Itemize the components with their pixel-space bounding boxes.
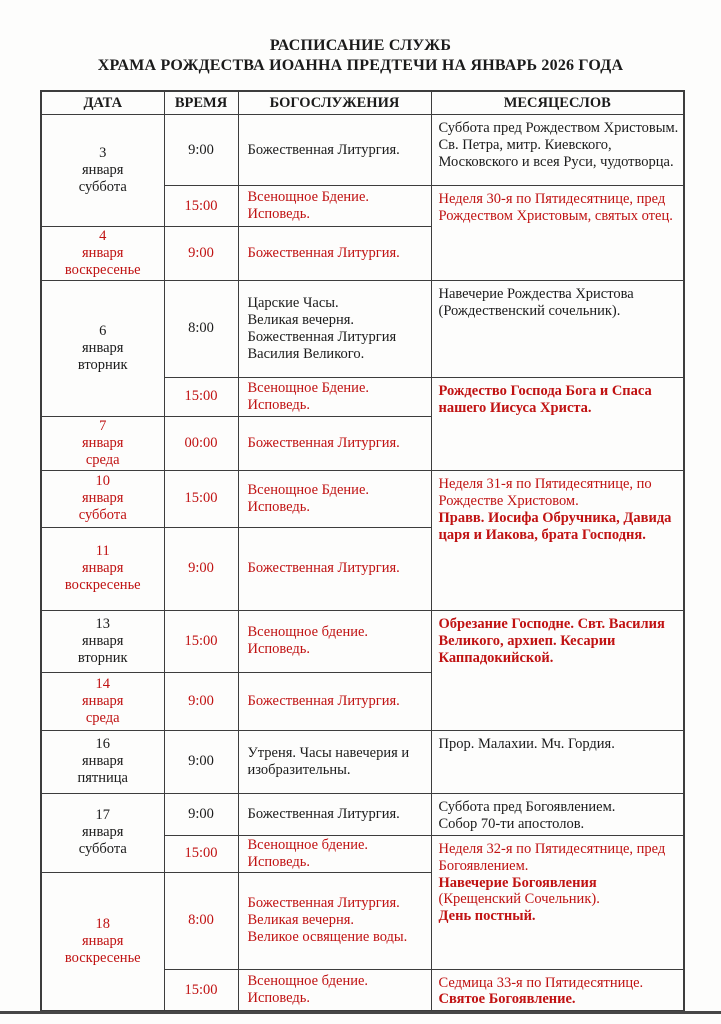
menology-segment: (Крещенский Сочельник). bbox=[438, 891, 600, 908]
time-text: 8:00 bbox=[188, 912, 214, 929]
date-line: 11 bbox=[95, 543, 110, 560]
date-cell bbox=[41, 115, 164, 227]
service-line: Всенощное Бдение. bbox=[247, 189, 370, 206]
date-cell bbox=[41, 416, 164, 470]
date-cell bbox=[41, 793, 164, 872]
page-bottom-edge bbox=[0, 1011, 721, 1014]
menology-segment: Суббота пред Рождеством Христовым. Св. Петра, митр. Киевского, Московского и всея Руси, чудотворца. bbox=[438, 120, 679, 170]
service-cell bbox=[238, 227, 431, 281]
service-line: Божественная Литургия. bbox=[247, 692, 400, 709]
menology-segment: Святое Богоявление. bbox=[438, 991, 576, 1008]
date-line: воскресенье bbox=[64, 261, 141, 278]
service-cell bbox=[238, 872, 431, 969]
date-cell bbox=[41, 470, 164, 527]
service-cell bbox=[238, 793, 431, 835]
table-row bbox=[41, 470, 684, 527]
date-cell bbox=[41, 280, 164, 416]
service-cell bbox=[238, 115, 431, 186]
service-line: изобразительны. bbox=[247, 761, 351, 778]
date-line: 18 bbox=[95, 916, 110, 933]
service-line: Божественная Литургия. bbox=[247, 560, 400, 577]
menology-segment: Неделя 30-я по Пятидесятнице, пред Рождеством Христовым, святых отец. bbox=[438, 191, 673, 224]
time-text: 15:00 bbox=[184, 490, 218, 507]
service-line: Божественная Литургия. bbox=[247, 434, 400, 451]
date-line: воскресенье bbox=[64, 577, 141, 594]
service-line: Великое освящение воды. bbox=[247, 929, 408, 945]
table-row bbox=[41, 115, 684, 186]
service-line: Василия Великого. bbox=[247, 345, 365, 362]
schedule-table-head bbox=[41, 91, 684, 115]
service-line: Исповедь. bbox=[247, 498, 311, 515]
time-text: 15:00 bbox=[184, 197, 218, 214]
service-cell bbox=[238, 610, 431, 672]
date-line: 6 bbox=[99, 322, 107, 339]
date-line: суббота bbox=[78, 178, 127, 195]
table-row bbox=[41, 730, 684, 793]
service-line: Божественная Литургия bbox=[247, 328, 397, 345]
date-line: января bbox=[82, 692, 124, 709]
menology-cell bbox=[431, 470, 684, 610]
menology-cell bbox=[431, 377, 684, 470]
date-line: января bbox=[82, 824, 124, 841]
menology-segment: День постный. bbox=[438, 908, 536, 925]
service-line: Великая вечерня. bbox=[247, 912, 355, 929]
date-cell bbox=[41, 730, 164, 793]
service-line: Исповедь. bbox=[247, 641, 311, 658]
date-cell bbox=[41, 872, 164, 1011]
menology-segment: Обрезание Господне. Свт. Василия Великого, архиеп. Кесарии Каппадокийской. bbox=[438, 615, 665, 666]
time-text: 15:00 bbox=[184, 981, 218, 998]
page-title bbox=[0, 36, 721, 75]
time-text: 8:00 bbox=[188, 320, 214, 337]
service-line: Божественная Литургия. bbox=[247, 244, 400, 261]
date-line: января bbox=[82, 339, 124, 356]
service-line: Утреня. Часы навечерия и bbox=[247, 744, 410, 761]
date-cell bbox=[41, 527, 164, 610]
time-cell bbox=[164, 672, 238, 730]
time-text: 9:00 bbox=[188, 805, 214, 822]
service-line: Исповедь. bbox=[247, 853, 311, 870]
time-text: 9:00 bbox=[188, 244, 214, 261]
menology-segment: Суббота пред Богоявлением. bbox=[438, 798, 616, 815]
time-cell bbox=[164, 280, 238, 377]
menology-segment: Правв. Иосифа Обручника, Давида царя и Иакова, брата Господня. bbox=[438, 509, 672, 543]
time-cell bbox=[164, 730, 238, 793]
table-row bbox=[41, 793, 684, 835]
date-line: 3 bbox=[99, 145, 107, 162]
service-line: Божественная Литургия. bbox=[247, 141, 400, 158]
service-line: Великая вечерня. bbox=[247, 311, 355, 328]
date-line: 7 bbox=[99, 417, 107, 434]
date-line: суббота bbox=[78, 841, 127, 858]
date-line: воскресенье bbox=[64, 949, 141, 966]
time-cell bbox=[164, 186, 238, 227]
service-cell bbox=[238, 377, 431, 416]
date-line: среда bbox=[85, 451, 120, 468]
time-text: 15:00 bbox=[184, 845, 218, 862]
date-line: пятница bbox=[77, 770, 128, 787]
menology-cell bbox=[431, 280, 684, 377]
service-cell bbox=[238, 280, 431, 377]
date-line: 14 bbox=[95, 675, 110, 692]
menology-cell bbox=[431, 730, 684, 793]
date-line: 10 bbox=[95, 473, 110, 490]
time-cell bbox=[164, 227, 238, 281]
date-line: января bbox=[82, 560, 124, 577]
service-cell bbox=[238, 969, 431, 1011]
time-cell bbox=[164, 527, 238, 610]
page-title-line2: ХРАМА РОЖДЕСТВА ИОАННА ПРЕДТЕЧИ НА ЯНВАРЬ 2026 ГОДА bbox=[97, 56, 624, 74]
table-header-row bbox=[41, 91, 684, 115]
date-line: января bbox=[82, 162, 124, 179]
service-cell bbox=[238, 186, 431, 227]
service-line: Всенощное Бдение. bbox=[247, 481, 370, 498]
service-line: Божественная Литургия. bbox=[247, 895, 400, 912]
time-cell bbox=[164, 377, 238, 416]
service-cell bbox=[238, 470, 431, 527]
time-cell bbox=[164, 470, 238, 527]
service-line: Исповедь. bbox=[247, 206, 311, 222]
date-line: 17 bbox=[95, 807, 110, 824]
service-line: Всенощное бдение. bbox=[247, 973, 369, 990]
menology-cell bbox=[431, 835, 684, 969]
date-line: 16 bbox=[95, 736, 110, 753]
date-line: суббота bbox=[78, 507, 127, 524]
time-cell bbox=[164, 872, 238, 969]
time-cell bbox=[164, 610, 238, 672]
menology-cell bbox=[431, 610, 684, 730]
service-cell bbox=[238, 672, 431, 730]
menology-segment: Рождество Господа Бога и Спаса нашего Иисуса Христа. bbox=[438, 382, 652, 416]
time-cell bbox=[164, 969, 238, 1011]
service-cell bbox=[238, 730, 431, 793]
service-line: Всенощное Бдение. bbox=[247, 379, 370, 396]
date-line: вторник bbox=[77, 356, 128, 373]
time-cell bbox=[164, 416, 238, 470]
time-cell bbox=[164, 793, 238, 835]
date-line: января bbox=[82, 244, 124, 261]
time-text: 9:00 bbox=[188, 753, 214, 770]
schedule-table bbox=[40, 90, 685, 1012]
date-line: вторник bbox=[77, 649, 128, 666]
menology-segment: Собор 70-ти апостолов. bbox=[438, 815, 585, 832]
date-line: января bbox=[82, 753, 124, 770]
date-cell bbox=[41, 227, 164, 281]
menology-cell bbox=[431, 186, 684, 281]
menology-cell bbox=[431, 969, 684, 1011]
header-cell: БОГОСЛУЖЕНИЯ bbox=[238, 91, 431, 115]
service-line: Всенощное бдение. bbox=[247, 624, 369, 641]
menology-segment: Неделя 32-я по Пятидесятнице, пред Богоявлением. bbox=[438, 840, 666, 874]
menology-cell bbox=[431, 115, 684, 186]
schedule-table-body bbox=[41, 115, 684, 1012]
date-line: января bbox=[82, 490, 124, 507]
date-cell bbox=[41, 672, 164, 730]
date-line: 13 bbox=[95, 615, 110, 632]
time-text: 9:00 bbox=[188, 141, 214, 158]
service-line: Всенощное бдение. bbox=[247, 836, 369, 853]
menology-segment: Прор. Малахии. Мч. Гордия. bbox=[438, 735, 615, 752]
service-cell bbox=[238, 527, 431, 610]
service-line: Исповедь. bbox=[247, 989, 311, 1006]
menology-segment: Седмица 33-я по Пятидесятнице. bbox=[438, 974, 644, 991]
page-title-line1: РАСПИСАНИЕ СЛУЖБ bbox=[269, 37, 452, 54]
date-line: января bbox=[82, 933, 124, 949]
service-cell bbox=[238, 416, 431, 470]
date-line: среда bbox=[85, 709, 120, 726]
date-line: 4 bbox=[99, 228, 107, 244]
menology-cell bbox=[431, 793, 684, 835]
menology-segment: Неделя 31-я по Пятидесятнице, по Рождестве Христовом. bbox=[438, 475, 652, 509]
menology-segment: Навечерие Богоявления bbox=[438, 874, 597, 891]
time-cell bbox=[164, 835, 238, 872]
service-line: Царские Часы. bbox=[247, 294, 339, 311]
menology-segment: Навечерие Рождества Христова (Рождественский сочельник). bbox=[438, 285, 634, 319]
service-line: Исповедь. bbox=[247, 396, 311, 413]
time-text: 9:00 bbox=[188, 692, 214, 709]
header-cell: ВРЕМЯ bbox=[164, 91, 238, 115]
time-text: 15:00 bbox=[184, 388, 218, 405]
time-text: 9:00 bbox=[188, 560, 214, 577]
header-cell: МЕСЯЦЕСЛОВ bbox=[431, 91, 684, 115]
service-line: Божественная Литургия. bbox=[247, 805, 400, 822]
table-row bbox=[41, 280, 684, 377]
date-cell bbox=[41, 610, 164, 672]
table-row bbox=[41, 610, 684, 672]
time-text: 15:00 bbox=[184, 632, 218, 649]
date-line: января bbox=[82, 434, 124, 451]
service-cell bbox=[238, 835, 431, 872]
header-cell: ДАТА bbox=[41, 91, 164, 115]
time-cell bbox=[164, 115, 238, 186]
time-text: 00:00 bbox=[184, 434, 218, 451]
date-line: января bbox=[82, 632, 124, 649]
